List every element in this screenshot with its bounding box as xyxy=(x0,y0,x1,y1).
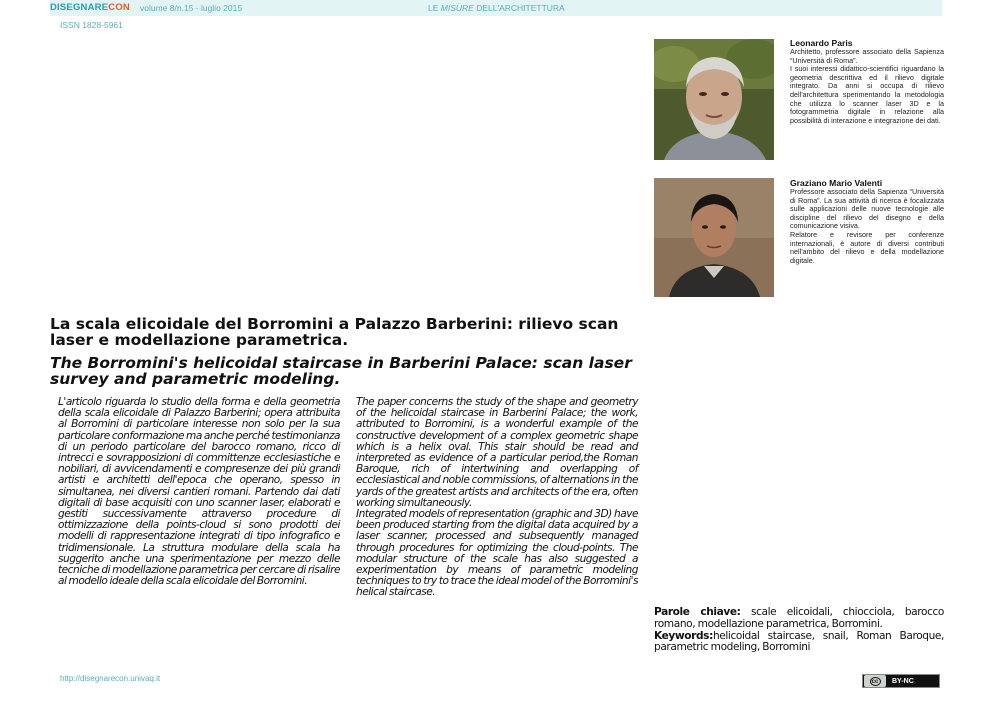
journal-brand[interactable] xyxy=(50,2,130,13)
author-bio-text: Architetto, professore associato della Sapienza “Università di Roma”. I suoi interessi didattico-scientifici riguardano la geometria descrittiva ed il rilievo digitale integrato. Da anni si occupa di rilievo dell'architettura sperimentando la metodologia che utilizza lo scanner laser 3D e la fotogrammetria digitale in relazione alla possibilità di interazione e integrazione dei dati. xyxy=(790,47,944,125)
keywords-en-text: helicoidal staircase, snail, Roman Baroque, parametric modeling, Borromini xyxy=(654,629,944,654)
keywords-it-text: scale elicoidali, chiocciola, barocco romano, modellazione parametrica, Borromini. xyxy=(654,606,945,630)
keywords-en-label: Keywords: xyxy=(654,629,713,642)
volume-info: volume 8/n.15 - luglio 2015 xyxy=(140,3,243,13)
creative-commons-icon xyxy=(864,675,886,687)
section-title xyxy=(428,3,565,13)
abstract-english: The paper concerns the study of the shape and geometry of the helicoidal staircase in Barberini Palace; the work, attributed to Borromini, is a wonderful example of the constructive development of a complex geometric shape which is a helix oval. This stair should be read and interpreted as evidence of a particular period,the Roman Baroque, rich of intertwining and overlapping of ecclesiastical and noble commissions, of alternations in the yards of the greatest artists and architects of the era, often working simultaneously. Integrated models of representation (graphic and 3D) have been produced starting from the digital data acquired by a laser scanner, processed and subsequently managed through procedures for optimizing the cloud-points. The modular structure of the scale has also suggested a experimentation by means of parametric modeling techniques to try to trace the ideal model of the Borromini's helical staircase. xyxy=(356,396,638,599)
article-title-english: The Borromini's helicoidal staircase in Barberini Palace: scan laser survey and parametric modeling. xyxy=(50,354,632,388)
author-bio-paris xyxy=(790,38,944,125)
license-text: BY-NC xyxy=(892,677,914,685)
brand-part-1: DISEGNARE xyxy=(50,2,109,13)
keywords-it-label: Parole chiave: xyxy=(654,606,741,618)
issn: ISSN 1828-5961 xyxy=(60,20,123,30)
cc-license-badge[interactable] xyxy=(862,674,940,688)
section-suffix: DELL'ARCHITETTURA xyxy=(473,3,565,13)
author-bio-text: Professore associato della Sapienza “Università di Roma”. La sua attività di ricerca è focalizzata sulle applicazioni delle nuove tecnologie alle discipline del rilievo del disegno e della comunicazione visiva. Relatore e revisore per conferenze internazionali, è autore di diversi contributi nell'ambito del rilievo e della modellazione digitale. xyxy=(790,187,944,265)
author-bio-valenti xyxy=(790,178,944,265)
footer-link[interactable]: http://disegnarecon.univaq.it xyxy=(60,674,161,683)
abstract-italian: L'articolo riguarda lo studio della forma e della geometria della scala elicoidale di Palazzo Barberini; opera attribuita al Borromini di particolare interesse non solo per la sua particolare conformazione ma anche perché testimonianza di un periodo particolare del barocco romano, ricco di intrecci e sovrapposizioni di committenze ecclesiastiche e nobiliari, di avvicendamenti e compresenze dei più grandi artisti e architetti dell'epoca che operano, spesso in simultanea, nei diversi cantieri romani. Partendo dai dati digitali di base acquisiti con uno scanner laser, elaborati e gestiti successivamente attraverso procedure di ottimizzazione della points-cloud si sono prodotti dei modelli di rappresentazione integrati di tipo infografico e tridimensionale. La struttura modulare della scala ha suggerito anche una sperimentazione per mezzo delle tecniche di modellazione parametrica per cercare di risalire al modello ideale della scala elicoidale del Borromini. xyxy=(58,396,340,588)
section-italic: MISURE xyxy=(440,3,474,13)
article-title-italian: La scala elicoidale del Borromini a Palazzo Barberini: rilievo scan laser e modellazione parametrica. xyxy=(50,315,619,349)
keywords-block xyxy=(654,607,944,654)
author-name: Leonardo Paris xyxy=(790,38,853,48)
cc-logo-text: cc xyxy=(870,677,881,686)
author-photo-valenti xyxy=(654,178,774,297)
author-name: Graziano Mario Valenti xyxy=(790,178,883,188)
author-photo-paris xyxy=(654,39,774,160)
brand-part-2: CON xyxy=(108,2,130,13)
section-prefix: LE xyxy=(428,3,441,13)
